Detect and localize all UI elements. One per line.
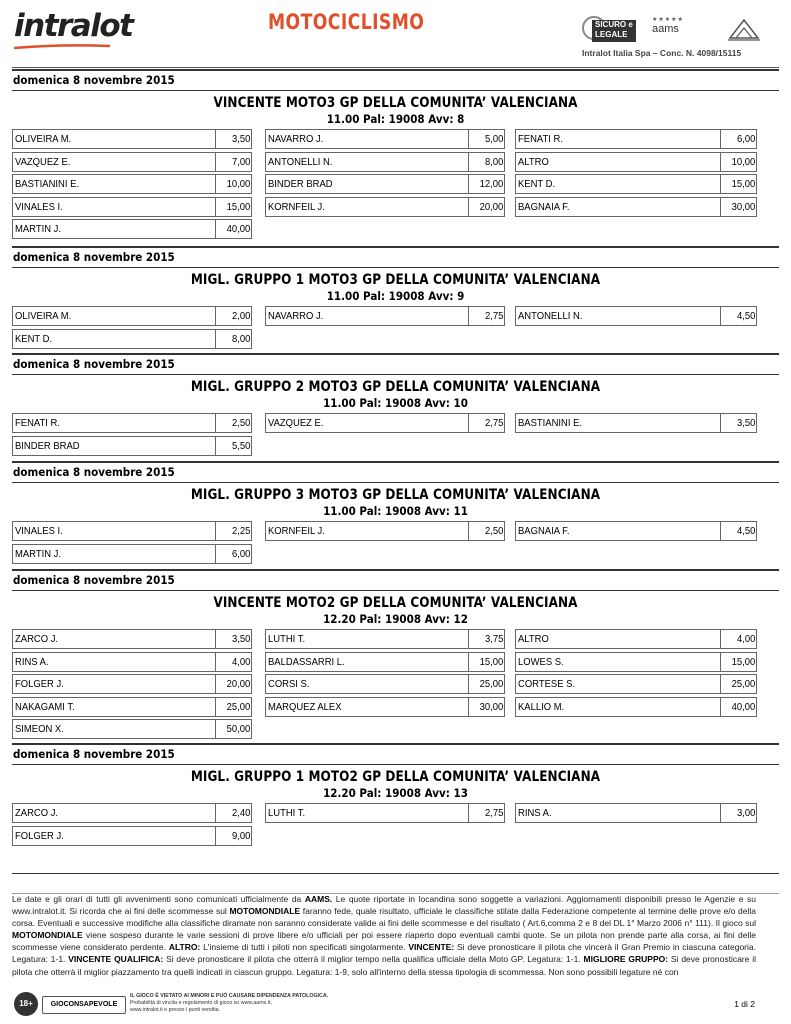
odds-cell[interactable] (265, 413, 505, 433)
rider-name: ZARCO J. (15, 633, 59, 645)
rider-name: KALLIO M. (518, 700, 565, 713)
odds-cell[interactable] (12, 826, 252, 846)
odds-value: 2,50 (484, 525, 503, 537)
event-schedule: 11.00 Pal: 19008 Avv: 9 (326, 289, 465, 303)
odds-cell[interactable] (12, 152, 252, 172)
rider-name: BAGNAIA F. (518, 525, 570, 537)
logo-swoosh-icon (12, 44, 112, 50)
date-divider (12, 764, 779, 765)
cell-divider (215, 522, 216, 540)
odds-value: 3,50 (231, 633, 250, 645)
cell-divider (215, 653, 216, 671)
rider-name: LUTHI T. (268, 807, 306, 819)
odds-value: 4,50 (736, 525, 755, 537)
page-title: MOTOCICLISMO (268, 10, 425, 34)
rider-name: FOLGER J. (15, 829, 64, 842)
rider-name: CORSI S. (268, 678, 310, 690)
odds-cell[interactable] (12, 629, 252, 649)
rider-name: OLIVEIRA M. (15, 310, 72, 322)
odds-cell[interactable] (12, 521, 252, 541)
odds-value: 3,50 (736, 417, 755, 429)
odds-cell[interactable] (515, 306, 757, 326)
rider-name: BINDER BRAD (15, 439, 80, 452)
odds-cell[interactable] (12, 719, 252, 739)
cell-divider (468, 198, 469, 216)
odds-cell[interactable] (515, 629, 757, 649)
odds-cell[interactable] (12, 197, 252, 217)
cell-divider (720, 175, 721, 193)
rider-name: NAKAGAMI T. (15, 700, 75, 713)
event-schedule: 11.00 Pal: 19008 Avv: 10 (323, 396, 468, 410)
event-date: domenica 8 novembre 2015 (13, 573, 175, 587)
stars-icon: ★★★★★ (652, 17, 684, 23)
section-divider (12, 69, 779, 71)
badge-legale-text: LEGALE (595, 30, 628, 39)
section-divider (12, 461, 779, 463)
odds-cell[interactable] (515, 413, 757, 433)
odds-value: 15,00 (731, 178, 755, 190)
odds-cell[interactable] (515, 697, 757, 717)
odds-cell[interactable] (515, 152, 757, 172)
event-title: VINCENTE MOTO3 GP DELLA COMUNITA’ VALENCIANA (213, 95, 578, 111)
cell-divider (720, 698, 721, 716)
section-divider (12, 743, 779, 745)
odds-value: 8,00 (231, 332, 250, 345)
odds-value: 2,25 (231, 525, 250, 537)
legal-notice: Le date e gli orari di tutti gli avvenimenti sono comunicati ufficialmente da AAMS. Le quote riportate in locandina sono soggette a variazioni. Aggiornamenti disponibili presso le Agenzie e su www.intralot.it. Si ricorda che ai fini delle scommesse sul MOTOMONDIALE faranno fede, quale risultato, ufficiale le classifiche stilate dalla Federazione competente al termine delle prove e/o della corsa. Eventuali e successive modifiche alla classifiche diramate non saranno considerate valide ai fini delle scommesse e del risultato ( Art.6,comma 2 e 8 del DL 1° Marzo 2006 n° 111). Il gioco sul MOTOMONDIALE viene sospeso durante le varie sessioni di prove libere e/o ufficiali per poi essere riaperto dopo eventuali cambi quote. Se un pilota non prende parte alla corsa, ai fini delle scommesse viene considerato perdente. ALTRO: L'insieme di tutti i piloti non specificati singolarmente. VINCENTE: Si deve pronosticare il pilota che vincerà il Gran Premio in ciascuna categoria. Legatura: 1-1. VINCENTE QUALIFICA: Si deve pronosticare il pilota che otterrà il miglior tempo nella qualifica ufficiale della Moto GP. Legatura: 1-1. MIGLIORE GRUPPO: Si deve pronosticare il pilota che otterrà il miglior piazzamento tra quelli indicati in ciascun gruppo. Legatura: 1-9, solo all'interno della stessa tipologia di scommessa. Non sono possibili legature né con (12, 894, 756, 977)
odds-value: 7,00 (231, 155, 250, 168)
section-divider (12, 353, 779, 355)
odds-value: 30,00 (479, 700, 503, 713)
odds-value: 2,75 (484, 310, 503, 322)
aams-badge (652, 16, 704, 44)
rider-name: ZARCO J. (15, 807, 59, 819)
odds-cell[interactable] (265, 521, 505, 541)
odds-cell[interactable] (265, 174, 505, 194)
cell-divider (468, 675, 469, 693)
concession-number: Intralot Italia Spa – Conc. N. 4098/15115 (582, 48, 742, 58)
cell-divider (720, 522, 721, 540)
cell-divider (215, 720, 216, 738)
odds-value: 30,00 (731, 200, 755, 213)
header-divider (12, 67, 779, 68)
rider-name: MARTIN J. (15, 547, 62, 560)
odds-value: 10,00 (731, 155, 755, 168)
odds-value: 15,00 (226, 200, 250, 213)
odds-value: 4,50 (736, 310, 755, 322)
cell-divider (468, 153, 469, 171)
cell-divider (720, 130, 721, 148)
odds-cell[interactable] (12, 129, 252, 149)
odds-value: 4,00 (231, 655, 250, 668)
cell-divider (215, 545, 216, 563)
odds-value: 20,00 (479, 200, 503, 213)
cell-divider (215, 130, 216, 148)
date-divider (12, 267, 779, 268)
rider-name: VINALES I. (15, 200, 63, 213)
odds-cell[interactable] (265, 152, 505, 172)
cell-divider (215, 175, 216, 193)
badge-sicuro-text: SICURO e (595, 20, 633, 29)
odds-value: 40,00 (731, 700, 755, 713)
odds-value: 6,00 (736, 133, 755, 145)
odds-value: 25,00 (226, 700, 250, 713)
odds-cell[interactable] (515, 521, 757, 541)
event-date: domenica 8 novembre 2015 (13, 250, 175, 264)
event-schedule: 12.20 Pal: 19008 Avv: 13 (323, 786, 468, 800)
age-limit-badge: 18+ (14, 992, 38, 1016)
cell-divider (720, 675, 721, 693)
page-footer (12, 990, 779, 1020)
odds-cell[interactable] (12, 674, 252, 694)
odds-value: 4,00 (736, 633, 755, 645)
odds-cell[interactable] (515, 652, 757, 672)
odds-value: 3,00 (736, 807, 755, 819)
date-divider (12, 482, 779, 483)
odds-value: 3,75 (484, 633, 503, 645)
odds-value: 3,50 (231, 133, 250, 145)
cell-divider (215, 153, 216, 171)
odds-cell[interactable] (12, 697, 252, 717)
gambling-warning: IL GIOCO È VIETATO AI MINORI E PUÒ CAUSARE DIPENDENZA PATOLOGICA. Probabilità di vincita e regolamento di gioco su www.aams.it, www.intralot.it e presso i punti vendita. (130, 993, 329, 1013)
cell-divider (468, 175, 469, 193)
rider-name: BAGNAIA F. (518, 200, 570, 213)
cell-divider (468, 804, 469, 822)
odds-cell[interactable] (265, 129, 505, 149)
odds-cell[interactable] (12, 544, 252, 564)
section-divider (12, 246, 779, 248)
odds-cell[interactable] (515, 674, 757, 694)
cell-divider (215, 437, 216, 455)
rider-name: FENATI R. (518, 133, 563, 145)
rider-name: MARQUEZ ALEX (268, 700, 342, 713)
rider-name: BASTIANINI E. (518, 417, 583, 429)
odds-value: 2,00 (231, 310, 250, 322)
odds-value: 10,00 (226, 178, 250, 190)
cell-divider (468, 630, 469, 648)
rider-name: SIMEON X. (15, 723, 64, 735)
date-divider (12, 374, 779, 375)
odds-cell[interactable] (12, 329, 252, 349)
odds-cell[interactable] (515, 174, 757, 194)
odds-value: 25,00 (731, 678, 755, 690)
event-schedule: 11.00 Pal: 19008 Avv: 11 (323, 504, 468, 518)
odds-cell[interactable] (265, 306, 505, 326)
odds-value: 5,00 (484, 133, 503, 145)
date-divider (12, 90, 779, 91)
cell-divider (215, 220, 216, 238)
government-emblem-icon (726, 14, 762, 44)
cell-divider (720, 307, 721, 325)
odds-cell[interactable] (12, 803, 252, 823)
odds-value: 15,00 (479, 655, 503, 668)
rider-name: VAZQUEZ E. (268, 417, 324, 429)
event-title: VINCENTE MOTO2 GP DELLA COMUNITA’ VALENCIANA (213, 595, 578, 611)
rider-name: RINS A. (15, 655, 49, 668)
cell-divider (215, 330, 216, 348)
odds-cell[interactable] (12, 413, 252, 433)
rider-name: KORNFEIL J. (268, 525, 325, 537)
rider-name: OLIVEIRA M. (15, 133, 72, 145)
rider-name: KENT D. (15, 332, 53, 345)
page-number: 1 di 2 (734, 999, 755, 1009)
odds-value: 5,50 (231, 439, 250, 452)
cell-divider (215, 698, 216, 716)
odds-cell[interactable] (265, 197, 505, 217)
cell-divider (720, 153, 721, 171)
odds-cell[interactable] (515, 803, 757, 823)
odds-value: 25,00 (479, 678, 503, 690)
rider-name: MARTIN J. (15, 223, 62, 235)
rider-name: VINALES I. (15, 525, 63, 537)
event-date: domenica 8 novembre 2015 (13, 357, 175, 371)
rider-name: ALTRO (518, 155, 549, 168)
odds-value: 20,00 (226, 678, 250, 690)
section-end-divider (12, 873, 779, 874)
rider-name: BINDER BRAD (268, 178, 333, 190)
certification-badges (582, 14, 762, 46)
event-date: domenica 8 novembre 2015 (13, 747, 175, 761)
rider-name: NAVARRO J. (268, 310, 324, 322)
cell-divider (468, 130, 469, 148)
odds-cell[interactable] (12, 219, 252, 239)
event-title: MIGL. GRUPPO 1 MOTO3 GP DELLA COMUNITA’ VALENCIANA (190, 272, 601, 288)
cell-divider (720, 804, 721, 822)
cell-divider (468, 307, 469, 325)
rider-name: LOWES S. (518, 655, 564, 668)
rider-name: FOLGER J. (15, 678, 64, 690)
cell-divider (720, 630, 721, 648)
rider-name: VAZQUEZ E. (15, 155, 71, 168)
event-date: domenica 8 novembre 2015 (13, 465, 175, 479)
cell-divider (215, 307, 216, 325)
odds-cell[interactable] (12, 436, 252, 456)
odds-value: 12,00 (479, 178, 503, 190)
odds-cell[interactable] (515, 129, 757, 149)
event-title: MIGL. GRUPPO 3 MOTO3 GP DELLA COMUNITA’ VALENCIANA (190, 487, 601, 503)
sicuro-legale-badge (582, 14, 640, 46)
cell-divider (215, 827, 216, 845)
odds-value: 50,00 (226, 723, 250, 735)
rider-name: RINS A. (518, 807, 552, 819)
rider-name: BASTIANINI E. (15, 178, 80, 190)
odds-cell[interactable] (515, 197, 757, 217)
odds-value: 40,00 (226, 223, 250, 235)
cell-divider (720, 414, 721, 432)
rider-name: KENT D. (518, 178, 556, 190)
intralot-logo: intralot (14, 8, 133, 44)
odds-value: 6,00 (231, 547, 250, 560)
cell-divider (468, 653, 469, 671)
odds-value: 2,50 (231, 417, 250, 429)
rider-name: BALDASSARRI L. (268, 655, 345, 668)
odds-cell[interactable] (12, 174, 252, 194)
odds-value: 2,75 (484, 417, 503, 429)
cell-divider (215, 630, 216, 648)
rider-name: FENATI R. (15, 417, 60, 429)
odds-cell[interactable] (265, 652, 505, 672)
event-title: MIGL. GRUPPO 2 MOTO3 GP DELLA COMUNITA’ VALENCIANA (190, 379, 601, 395)
cell-divider (215, 198, 216, 216)
cell-divider (720, 653, 721, 671)
cell-divider (215, 675, 216, 693)
cell-divider (215, 414, 216, 432)
cell-divider (215, 804, 216, 822)
cell-divider (720, 198, 721, 216)
odds-cell[interactable] (265, 803, 505, 823)
rider-name: ANTONELLI N. (518, 310, 583, 322)
event-schedule: 12.20 Pal: 19008 Avv: 12 (323, 612, 468, 626)
section-divider (12, 569, 779, 571)
rider-name: LUTHI T. (268, 633, 306, 645)
event-date: domenica 8 novembre 2015 (13, 73, 175, 87)
odds-cell[interactable] (12, 306, 252, 326)
odds-value: 2,40 (231, 807, 250, 819)
cell-divider (468, 698, 469, 716)
rider-name: KORNFEIL J. (268, 200, 325, 213)
odds-value: 15,00 (731, 655, 755, 668)
date-divider (12, 590, 779, 591)
event-title: MIGL. GRUPPO 1 MOTO2 GP DELLA COMUNITA’ VALENCIANA (190, 769, 601, 785)
gioconsapevole-logo: GIOCONSAPEVOLE (42, 996, 126, 1014)
rider-name: NAVARRO J. (268, 133, 324, 145)
page-header (0, 0, 791, 70)
odds-value: 8,00 (484, 155, 503, 168)
cell-divider (468, 414, 469, 432)
odds-value: 9,00 (231, 829, 250, 842)
rider-name: ANTONELLI N. (268, 155, 333, 168)
rider-name: ALTRO (518, 633, 549, 645)
odds-cell[interactable] (265, 697, 505, 717)
odds-cell[interactable] (265, 629, 505, 649)
odds-cell[interactable] (12, 652, 252, 672)
aams-label: aams (652, 23, 679, 35)
rider-name: CORTESE S. (518, 678, 576, 690)
odds-value: 2,75 (484, 807, 503, 819)
odds-cell[interactable] (265, 674, 505, 694)
cell-divider (468, 522, 469, 540)
event-schedule: 11.00 Pal: 19008 Avv: 8 (326, 112, 465, 126)
